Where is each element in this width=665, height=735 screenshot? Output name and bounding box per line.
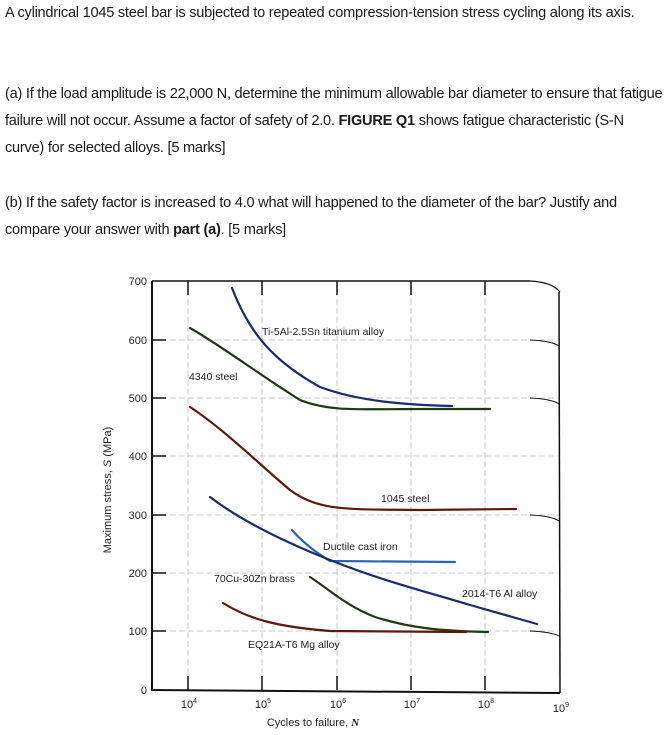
label-mg-alloy: EQ21A-T6 Mg alloy <box>248 639 340 651</box>
part-b-text-2: . [5 marks] <box>220 222 286 238</box>
svg-text:500: 500 <box>128 393 147 405</box>
svg-text:108: $10^8$ <box>477 698 495 711</box>
y-axis-title: Maximum stress, S (MPa) <box>102 426 114 554</box>
curve-ti-alloy <box>232 288 452 406</box>
part-a-text-2: shows fatigue characteristic (S-N curve) for selected alloys. [5 marks] <box>5 113 624 156</box>
part-a-reference: part (a) <box>173 222 221 238</box>
svg-text:106: $10^6$ <box>329 698 347 711</box>
label-al-alloy: 2014-T6 Al alloy <box>462 588 538 600</box>
curve-1045-steel <box>190 407 516 510</box>
svg-text:104: $10^4$ <box>180 698 198 711</box>
svg-text:0: 0 <box>140 685 147 697</box>
svg-text:105: $10^5$ <box>254 698 272 711</box>
label-brass: 70Cu-30Zn brass <box>214 573 296 585</box>
intro-text: A cylindrical 1045 steel bar is subjected to repeated compression-tension stress cycling along its axis. <box>5 5 635 21</box>
svg-text:107: $10^7$ <box>403 698 421 711</box>
curve-labels <box>189 326 538 651</box>
figure-reference: FIGURE Q1 <box>338 113 415 129</box>
part-a-text-1: (a) If the load amplitude is 22,000 N, determine the minimum allowable bar diameter to ensure that fatigue failure will not occur. Assume a factor of safety of 2.0. <box>5 86 663 129</box>
x-axis-title: Cycles to failure, N <box>266 717 360 729</box>
label-1045-steel: 1045 steel <box>381 493 430 505</box>
svg-text:109: $10^9$ <box>552 702 570 715</box>
svg-text:400: 400 <box>128 451 147 463</box>
label-ti-alloy: Ti-5Al-2.5Sn titanium alloy <box>262 326 385 338</box>
part-b-text-1: (b) If the safety factor is increased to 4.0 what will happened to the diameter of the bar? Justify and compare your answer with <box>5 195 617 238</box>
svg-text:200: 200 <box>128 568 147 580</box>
svg-text:100: 100 <box>128 626 147 638</box>
svg-text:600: 600 <box>128 335 147 347</box>
svg-text:300: 300 <box>128 510 147 522</box>
x-tick-labels <box>181 698 569 715</box>
y-tick-labels <box>129 276 147 697</box>
label-ductile-cast-iron: Ductile cast iron <box>323 541 398 553</box>
label-4340-steel: 4340 steel <box>189 371 238 383</box>
svg-text:700: 700 <box>128 276 147 288</box>
